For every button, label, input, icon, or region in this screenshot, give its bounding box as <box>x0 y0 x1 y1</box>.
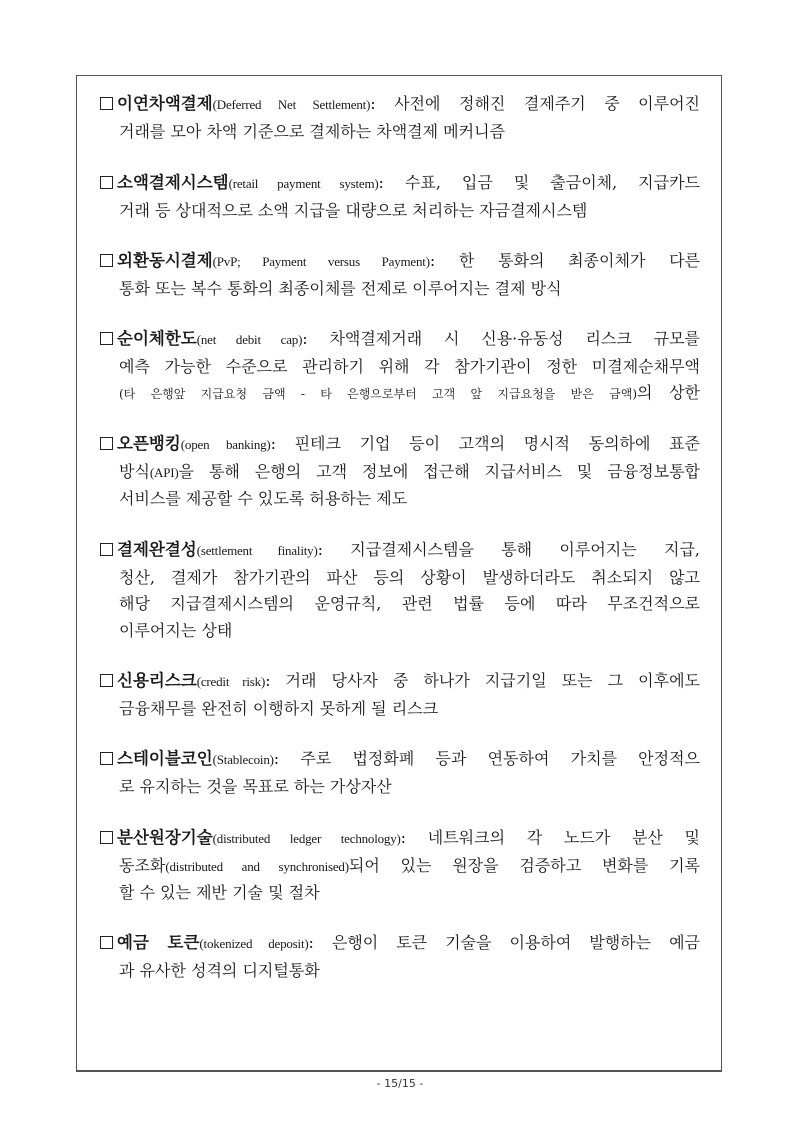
term: 오픈뱅킹 <box>117 434 181 453</box>
glossary-entry-deferred-net-settlement <box>100 91 700 145</box>
term: 신용리스크 <box>117 671 197 690</box>
term-english: (distributed ledger technology) <box>212 831 401 846</box>
term-english: (Deferred Net Settlement) <box>212 97 371 112</box>
definition: : 차액결제거래 시 신용·유동성 리스크 규모를 <box>302 329 700 348</box>
term: 결제완결성 <box>117 540 197 559</box>
definition: : 은행이 토큰 기술을 이용하여 발행하는 예금 <box>308 933 700 952</box>
definition: : 거래 당사자 중 하나가 지급기일 또는 그 이후에도 <box>265 671 700 690</box>
definition-line: 거래 등 상대적으로 소액 지급을 대량으로 처리하는 자금결제시스템 <box>119 200 588 220</box>
glossary-entry-dlt <box>100 825 700 907</box>
definition-line: 금융채무를 완전히 이행하지 못하게 될 리스크 <box>119 698 439 718</box>
term: 이연차액결제 <box>117 94 213 113</box>
glossary-entry-retail-payment-system <box>100 170 700 224</box>
term: 스테이블코인 <box>117 749 213 768</box>
glossary-entry-settlement-finality <box>100 537 700 644</box>
checkbox-bullet-icon <box>100 176 113 189</box>
definition-line: 이루어지는 상태 <box>119 620 233 640</box>
term-english: (settlement finality) <box>196 543 318 558</box>
definition-line: 과 유사한 성격의 디지털통화 <box>119 960 320 980</box>
definition: : 네트워크의 각 노드가 분산 및 <box>400 828 701 847</box>
checkbox-bullet-icon <box>100 332 113 345</box>
definition-line: 로 유지하는 것을 목표로 하는 가상자산 <box>119 776 392 796</box>
definition-line: 거래를 모아 차액 기준으로 결제하는 차액결제 메커니즘 <box>119 121 506 141</box>
term: 소액결제시스템 <box>117 173 229 192</box>
glossary-entry-open-banking <box>100 431 700 513</box>
glossary-entry-pvp <box>100 248 700 302</box>
definition: : 사전에 정해진 결제주기 중 이루어진 <box>370 94 700 113</box>
checkbox-bullet-icon <box>100 674 113 687</box>
term: 예금 토큰 <box>117 933 200 952</box>
term-english: (PvP; Payment versus Payment) <box>212 254 430 269</box>
term-english: (credit risk) <box>196 674 266 689</box>
term-english: (retail payment system) <box>228 176 379 191</box>
checkbox-bullet-icon <box>100 437 113 450</box>
checkbox-bullet-icon <box>100 936 113 949</box>
definition: : 한 통화의 최종이체가 다른 <box>429 251 700 270</box>
term: 순이체한도 <box>117 329 197 348</box>
term-english: (net debit cap) <box>196 332 303 347</box>
term-english: (Stablecoin) <box>212 752 274 767</box>
checkbox-bullet-icon <box>100 831 113 844</box>
checkbox-bullet-icon <box>100 254 113 267</box>
checkbox-bullet-icon <box>100 752 113 765</box>
glossary-entry-net-debit-cap <box>100 326 700 408</box>
definition-line: 동조화(distributed and synchronised)되어 있는 원장을 검증하고 변화를 기록 <box>119 855 700 875</box>
formula-note: (타 은행앞 지급요청 금액 - 타 은행으로부터 고객 앞 지급요청을 받은 금액) <box>119 387 638 401</box>
definition: : 지급결제시스템을 통해 이루어지는 지급, <box>317 540 700 559</box>
definition: : 주로 법정화폐 등과 연동하여 가치를 안정적으 <box>273 749 700 768</box>
glossary-entry-stablecoin <box>100 746 700 800</box>
checkbox-bullet-icon <box>100 543 113 556</box>
definition: : 수표, 입금 및 출금이체, 지급카드 <box>378 173 701 192</box>
term-english: (open banking) <box>180 437 271 452</box>
definition-line: 예측 가능한 수준으로 관리하기 위해 각 참가기관이 정한 미결제순채무액 <box>119 356 700 376</box>
glossary-entry-tokenized-deposit <box>100 930 700 984</box>
term: 외환동시결제 <box>117 251 213 270</box>
definition-line: 방식(API)을 통해 은행의 고객 정보에 접근해 지급서비스 및 금융정보통합 <box>119 461 700 481</box>
definition-line: 통화 또는 복수 통화의 최종이체를 전제로 이루어지는 결제 방식 <box>119 278 562 298</box>
term-english: (tokenized deposit) <box>199 936 309 951</box>
definition-line: 할 수 있는 제반 기술 및 절차 <box>119 883 320 902</box>
glossary-entry-credit-risk <box>100 668 700 722</box>
definition-line: 해당 지급결제시스템의 운영규칙, 관련 법률 등에 따라 무조건적으로 <box>119 594 700 613</box>
term: 분산원장기술 <box>117 828 213 847</box>
definition-line: 서비스를 제공할 수 있도록 허용하는 제도 <box>119 489 408 508</box>
checkbox-bullet-icon <box>100 97 113 110</box>
definition-line: 청산, 결제가 참가기관의 파산 등의 상황이 발생하더라도 취소되지 않고 <box>119 567 700 587</box>
page-number: - 15/15 - <box>376 1077 424 1090</box>
definition-line: (타 은행앞 지급요청 금액 - 타 은행으로부터 고객 앞 지급요청을 받은 금액)의 상한 <box>119 383 700 402</box>
definition: : 핀테크 기업 등이 고객의 명시적 동의하에 표준 <box>270 434 700 453</box>
